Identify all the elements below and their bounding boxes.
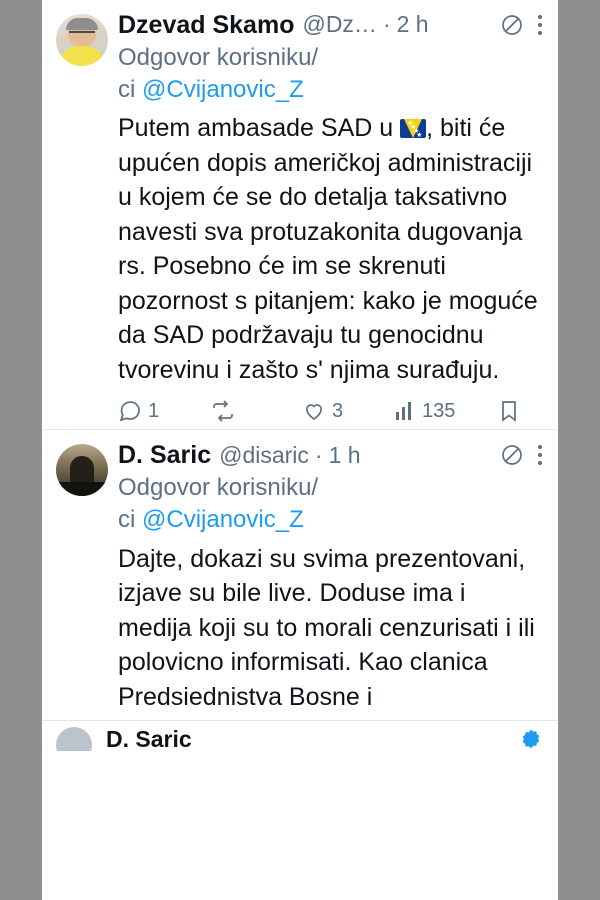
author-name[interactable]: D. Saric bbox=[118, 441, 212, 470]
tweet-item[interactable] bbox=[42, 430, 558, 721]
author-handle[interactable]: @disaric bbox=[219, 441, 309, 468]
author-name[interactable]: D. Saric bbox=[106, 726, 192, 752]
like-count: 3 bbox=[332, 399, 344, 422]
tweet-header bbox=[118, 10, 544, 40]
avatar-detail bbox=[66, 18, 98, 30]
tweet-text: Dajte, dokazi su svima prezentovani, izjave su bile live. Doduse ima i medija koji su to morali cenzurisati i ili polovicno informisati. Kao clanica Predsiednistva Bosne i bbox=[118, 544, 535, 711]
reply-target-handle[interactable]: @Cvijanovic_Z bbox=[142, 506, 304, 534]
like-button[interactable] bbox=[302, 399, 394, 423]
author-name[interactable]: Dzevad Skamo bbox=[118, 11, 295, 39]
avatar-column bbox=[56, 10, 118, 66]
tweet-item-partial[interactable] bbox=[42, 721, 558, 751]
retweet-button[interactable] bbox=[210, 399, 302, 423]
views-button[interactable] bbox=[394, 400, 498, 423]
reply-target-handle[interactable]: @Cvijanovic_Z bbox=[142, 75, 304, 103]
avatar[interactable] bbox=[56, 727, 96, 751]
reply-context bbox=[118, 42, 544, 105]
timeline-feed[interactable] bbox=[42, 0, 558, 900]
tweet-text-part-2: , biti će upućen dopis američkoj administraciji u kojem će se do detalja taksativno navesti sva protuzakonita dugovanja rs. Posebno će im se skrenuti pozornost s pitanjem: kako je moguće da SAD podržavaju tu genocidnu tvorevinu i zašto s' njima surađuju. bbox=[118, 114, 538, 384]
more-options-icon[interactable] bbox=[538, 443, 544, 467]
tweet-text bbox=[118, 111, 544, 387]
more-options-icon[interactable] bbox=[538, 13, 544, 37]
avatar[interactable] bbox=[56, 444, 108, 496]
reply-context bbox=[118, 472, 544, 535]
reply-context-label: Odgovor korisniku/ bbox=[118, 474, 319, 502]
avatar[interactable] bbox=[56, 14, 108, 66]
views-count: 135 bbox=[422, 399, 456, 422]
reply-context-label: Odgovor korisniku/ bbox=[118, 44, 319, 71]
reply-context-prefix: ci bbox=[118, 506, 142, 534]
avatar-detail bbox=[69, 31, 95, 38]
avatar-column bbox=[56, 440, 118, 496]
tweet-text-part-1: Putem ambasade SAD u bbox=[118, 114, 401, 143]
reply-button[interactable] bbox=[118, 399, 210, 423]
separator-dot: · bbox=[314, 441, 323, 468]
bosnia-flag-icon: ★ ★ ★ ★ bbox=[400, 119, 426, 138]
ghost-circle-slash-icon[interactable] bbox=[500, 443, 524, 467]
bookmark-button[interactable] bbox=[498, 399, 558, 423]
tweet-actions bbox=[118, 399, 544, 423]
ghost-circle-slash-icon[interactable] bbox=[500, 13, 524, 37]
author-handle[interactable]: @Dz… bbox=[302, 11, 377, 38]
reply-count: 1 bbox=[148, 399, 160, 422]
separator-dot: · bbox=[382, 11, 391, 38]
timestamp: 1 h bbox=[328, 441, 361, 468]
timestamp: 2 h bbox=[396, 11, 429, 38]
reply-context-prefix: ci bbox=[118, 75, 142, 103]
tweet-item[interactable] bbox=[42, 0, 558, 430]
tweet-header bbox=[118, 440, 544, 470]
verified-badge-icon bbox=[518, 729, 544, 749]
